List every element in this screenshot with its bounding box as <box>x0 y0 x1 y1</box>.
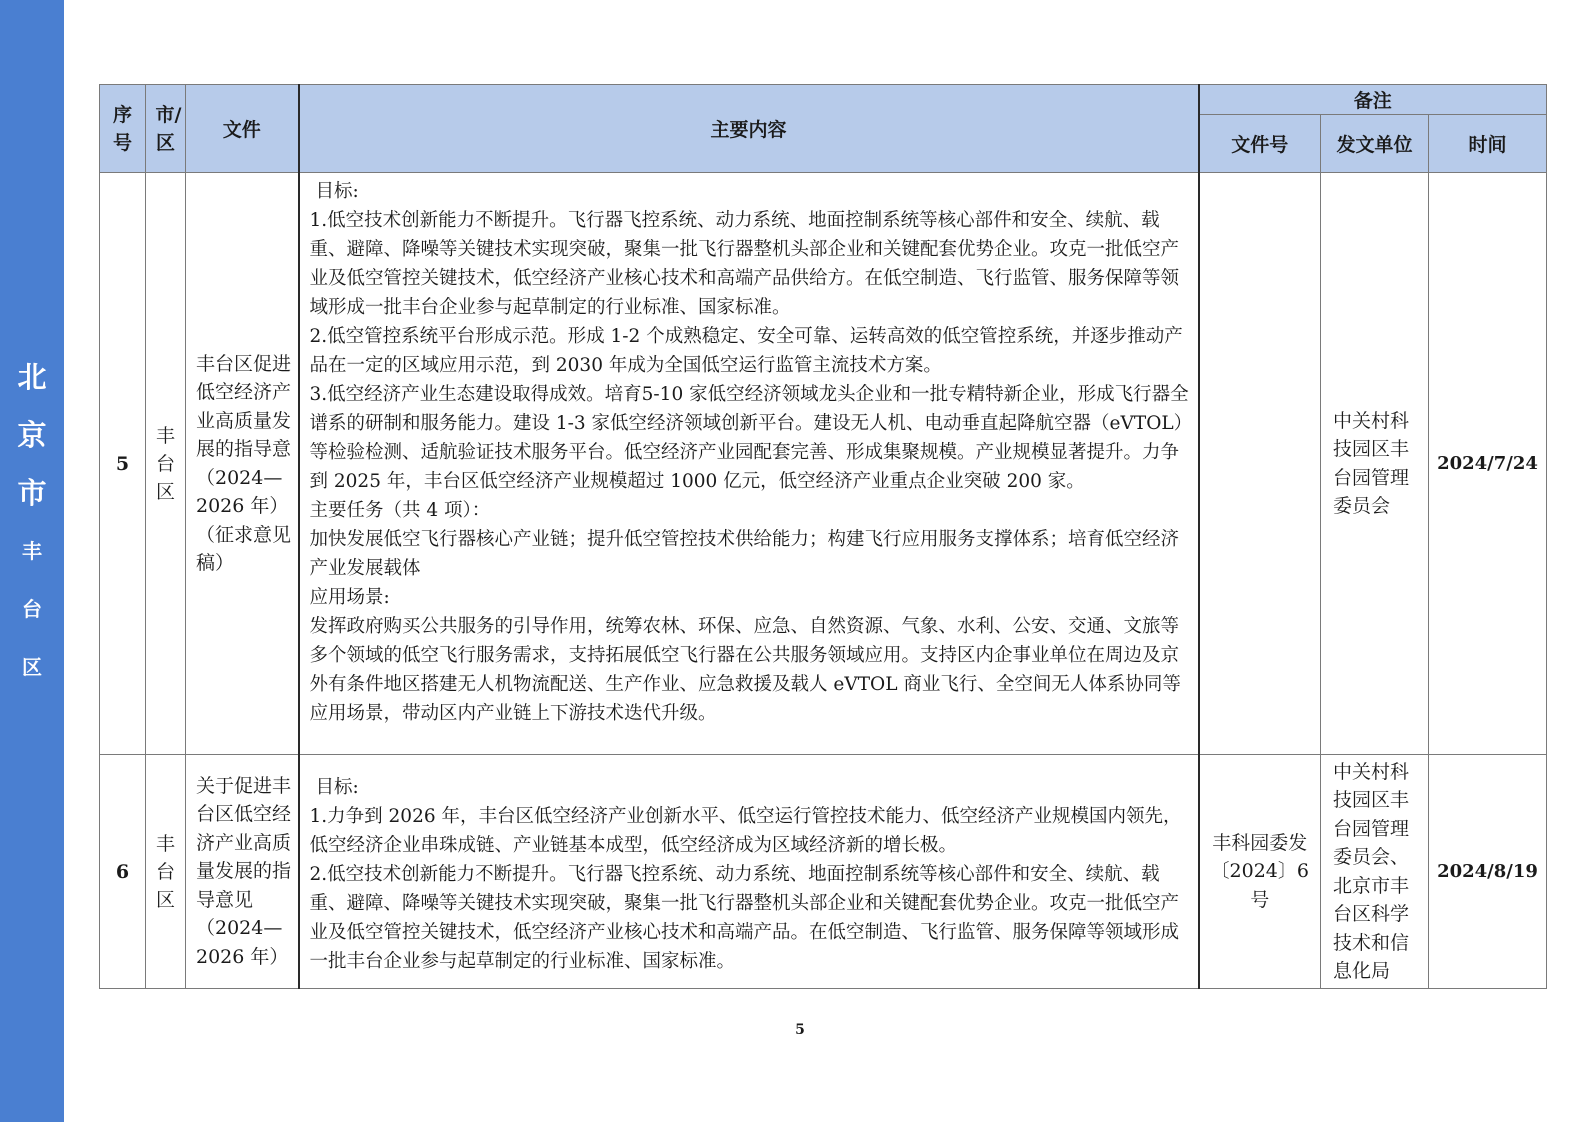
side-title-char: 北 <box>17 360 47 394</box>
row-issuer: 中关村科技园区丰台园管理委员会、北京市丰台区科学技术和信息化局 <box>1321 755 1429 989</box>
content-paragraph: 目标: <box>315 777 359 798</box>
content-paragraph: 3.低空经济产业生态建设取得成效。培育5-10 家低空经济领域龙头企业和一批专精特新企业，形成飞行器全谱系的研制和服务能力。建设 1-3 家低空经济领域创新平台。建设无人机、电动垂直起降航空器（eVTOL）等检验检测、适航验证技术服务平台。低空经济产业园配套完善、形成集聚规模。产业规模显著提升。力争到 2025 年，丰台区低空经济产业规模超过 1000 亿元，低空经济产业重点企业突破 200 家。 <box>309 384 1193 492</box>
header-time: 时间 <box>1429 115 1547 173</box>
header-issuer: 发文单位 <box>1321 115 1429 173</box>
row-doc-no: 丰科园委发〔2024〕6 号 <box>1199 755 1321 989</box>
content-paragraph: 目标: <box>315 181 359 202</box>
content-paragraph: 2.低空技术创新能力不断提升。飞行器飞控系统、动力系统、地面控制系统等核心部件和安全、续航、载重、避障、降噪等关键技术实现突破，聚集一批飞行器整机头部企业和关键配套优势企业。攻克一批低空产业及低空管控关键技术，低空经济产业核心技术和高端产品。在低空制造、飞行监管、服务保障等领域形成一批丰台企业参与起草制定的行业标准、国家标准。 <box>309 864 1180 972</box>
row-date: 2024/8/19 <box>1429 755 1547 989</box>
header-file: 文件 <box>186 85 299 173</box>
side-title-char: 台 <box>22 597 42 621</box>
header-seq: 序号 <box>100 85 146 173</box>
row-main-content <box>299 755 1199 989</box>
side-region-title <box>0 348 64 696</box>
header-main-content: 主要内容 <box>299 85 1199 173</box>
header-doc-no: 文件号 <box>1199 115 1321 173</box>
table-row <box>100 173 1547 755</box>
page-number: 5 <box>795 1022 805 1038</box>
table-row <box>100 755 1547 989</box>
row-seq: 5 <box>100 173 146 755</box>
row-main-content <box>299 173 1199 755</box>
content-paragraph: 主要任务（共 4 项）： <box>309 500 491 521</box>
row-file-title: 丰台区促进低空经济产业高质量发展的指导意（2024—2026 年）（征求意见稿） <box>186 173 299 755</box>
row-district: 丰台区 <box>146 173 186 755</box>
row-seq: 6 <box>100 755 146 989</box>
header-city-district: 市/区 <box>146 85 186 173</box>
content-paragraph: 加快发展低空飞行器核心产业链；提升低空管控技术供给能力；构建飞行应用服务支撑体系；培育低空经济产业发展载体 <box>309 529 1180 579</box>
header-row <box>100 85 1547 115</box>
row-district: 丰台区 <box>146 755 186 989</box>
row-issuer: 中关村科技园区丰台园管理委员会 <box>1321 173 1429 755</box>
content-paragraph: 发挥政府购买公共服务的引导作用，统筹农林、环保、应急、自然资源、气象、水利、公安、交通、文旅等多个领域的低空飞行服务需求，支持拓展低空飞行器在公共服务领域应用。支持区内企事业单位在周边及京外有条件地区搭建无人机物流配送、生产作业、应急救援及载人 eVTOL 商业飞行、全空间无人体系协同等应用场景，带动区内产业链上下游技术迭代升级。 <box>309 616 1181 724</box>
row-file-title: 关于促进丰台区低空经济产业高质量发展的指导意见（2024—2026 年） <box>186 755 299 989</box>
content-paragraph: 1.低空技术创新能力不断提升。飞行器飞控系统、动力系统、地面控制系统等核心部件和安全、续航、载重、避障、降噪等关键技术实现突破，聚集一批飞行器整机头部企业和关键配套优势企业。攻克一批低空产业及低空管控关键技术，低空经济产业核心技术和高端产品供给方。在低空制造、飞行监管、服务保障等领域形成一批丰台企业参与起草制定的行业标准、国家标准。 <box>309 210 1180 318</box>
content-paragraph: 应用场景: <box>309 587 390 608</box>
row-date: 2024/7/24 <box>1429 173 1547 755</box>
side-title-char: 市 <box>17 476 47 510</box>
side-title-char: 京 <box>17 418 47 452</box>
side-title-char: 丰 <box>22 539 42 563</box>
side-title-char: 区 <box>22 655 42 679</box>
content-paragraph: 2.低空管控系统平台形成示范。形成 1-2 个成熟稳定、安全可靠、运转高效的低空管控系统，并逐步推动产品在一定的区域应用示范，到 2030 年成为全国低空运行监管主流技术方案。 <box>309 326 1183 376</box>
content-paragraph: 1.力争到 2026 年，丰台区低空经济产业创新水平、低空运行管控技术能力、低空经济产业规模国内领先，低空经济企业串珠成链、产业链基本成型，低空经济成为区域经济新的增长极。 <box>309 806 1182 856</box>
policy-table <box>99 84 1547 989</box>
row-doc-no <box>1199 173 1321 755</box>
header-remarks: 备注 <box>1199 85 1547 115</box>
